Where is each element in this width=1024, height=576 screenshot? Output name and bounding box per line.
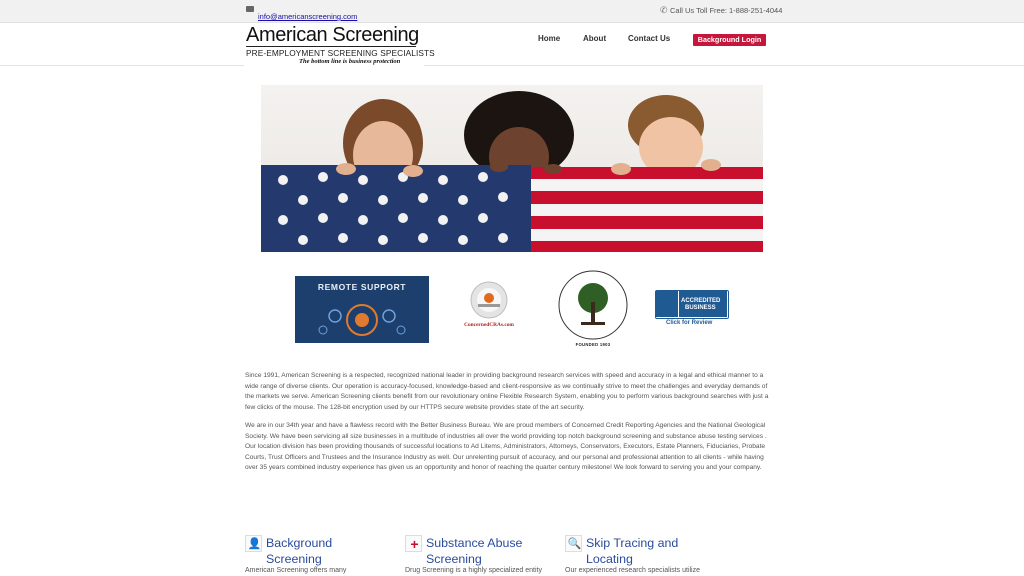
email-link[interactable]: info@americanscreening.com [258,12,358,21]
intro-paragraph: Since 1991, American Screening is a respected, recognized national leader in providing background research services with speed and accuracy in a legal and ethical manner to a wide range of diverse clients. Our operation is accuracy-focused, knowledge-based and client-responsive as we continually strive to meet the challenges and everyday demands of the markets we serve. American Screening clients benefit from our revolutionary online Flexible Research System, enabling you to perform various background searches with just a few clicks of the mouse. The 128-bit encryption used by our HTTPS secure website provides state of the art security. [245,372,769,411]
top-bar [0,0,1024,22]
logo-subtitle: PRE-EMPLOYMENT SCREENING SPECIALISTS [246,48,435,58]
bbb-accredited-label: ACCREDITED [681,298,721,304]
logo-tagline: The bottom line is business protection [299,58,401,65]
site-logo[interactable] [244,24,435,68]
logo-rule [246,46,416,47]
person-icon: 👤 [245,535,262,552]
concerned-cras-badge[interactable] [459,280,519,338]
bbb-accredited-panel [678,291,727,317]
service-text: Our experienced research specialists utilize [565,567,701,574]
phone-number[interactable]: 1-888-251-4044 [729,6,783,15]
bbb-accredited-badge[interactable] [655,290,729,328]
ngs-seal-badge[interactable] [551,268,635,350]
ngs-founded-label: FOUNDED 1903 [575,342,611,347]
service-title[interactable]: Skip Tracing and Locating [586,536,679,566]
bbb-business-label: BUSINESS [685,305,716,311]
remote-support-label: REMOTE SUPPORT [317,282,407,292]
site-header [0,22,1024,66]
service-title[interactable]: Background Screening [266,536,333,566]
remote-support-badge[interactable] [295,276,429,343]
logo-title: American Screening [246,24,419,46]
bbb-logo-icon [656,291,678,317]
bbb-box [655,290,729,319]
medical-cross-icon: + [405,535,422,552]
service-text: Drug Screening is a highly specialized entity [405,567,542,574]
nav-home[interactable]: Home [538,34,561,43]
phone-label: Call Us Toll Free: [670,6,727,15]
hero-image [261,85,763,252]
bbb-review-link[interactable]: Click for Review [666,320,713,326]
nav-contact-us[interactable]: Contact Us [628,34,671,43]
tree-seal-icon [551,268,635,342]
search-map-icon: 🔍 [565,535,582,552]
ccra-label: ConcernedCRAs.com [464,322,514,328]
nav-about[interactable]: About [583,34,607,43]
service-title[interactable]: Substance Abuse Screening [426,536,523,566]
service-text: American Screening offers many [245,567,347,574]
phone-icon: ✆ [660,5,668,15]
about-paragraph: We are in our 34th year and have a flawless record with the Better Business Bureau. We are proud members of Concerned Credit Reporting Agencies and the National Geological Society. We have been servicing all size businesses in a multitude of industries all over the world providing top notch background screening and substance abuse testing services . Our location division has been providing thousands of successful locations to Ad Litems, Administrators, Attorneys, Conservators, Executors, Estate Planners, Fiduciaries, Probate Courts, Trust Officers and Trustees and the Insurance Industry as well. Our unrelenting pursuit of accuracy, and our personal and professional attention to all clients - while having over 35 years combined industry experience has given us an opportunity and honor of reaching the quarter century milestone! We look forward to serving you and your company. [245,422,767,471]
ccra-logo-icon [459,280,519,322]
remote-support-graphic [295,276,429,343]
background-login-button[interactable]: Background Login [693,34,766,46]
mail-icon [246,6,254,12]
